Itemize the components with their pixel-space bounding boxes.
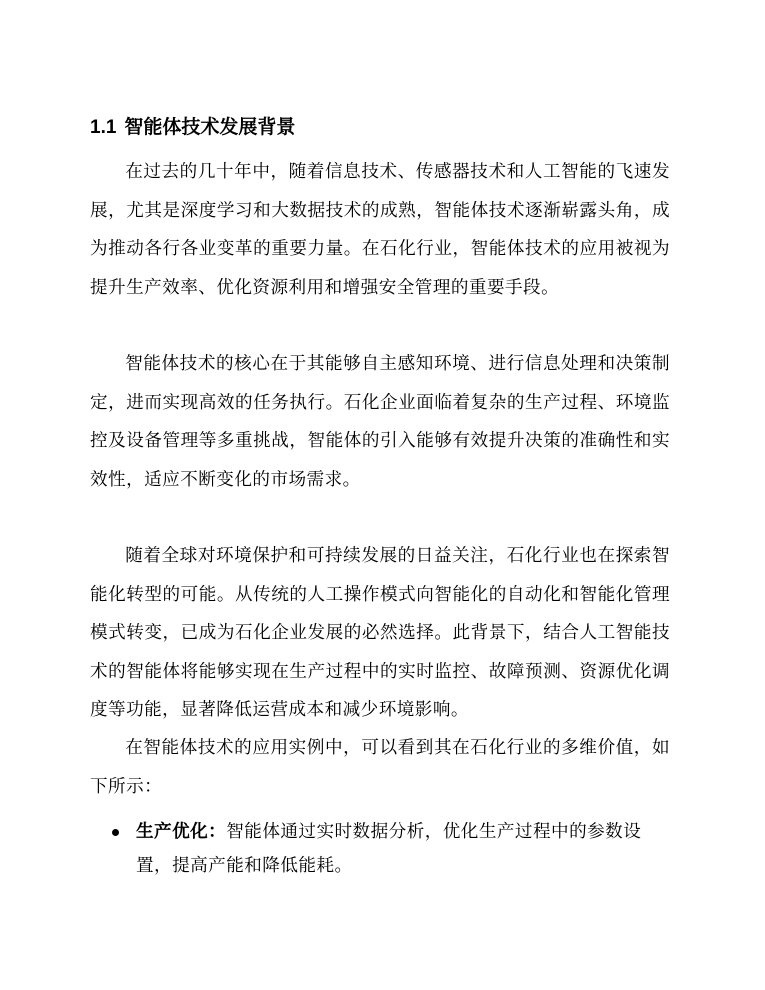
paragraph-2: 智能体技术的核心在于其能够自主感知环境、进行信息处理和决策制定，进而实现高效的任务执行。石化企业面临着复杂的生产过程、环境监控及设备管理等多重挑战，智能体的引入能够有效提升决策的准确性和实效性，适应不断变化的市场需求。 [90,354,670,490]
bullet-term: 生产优化： [136,822,227,842]
paragraph-1: 在过去的几十年中，随着信息技术、传感器技术和人工智能的飞速发展，尤其是深度学习和大数据技术的成熟，智能体技术逐渐崭露头角，成为推动各行各业变革的重要力量。在石化行业，智能体技术的应用被视为提升生产效率、优化资源利用和增强安全管理的重要手段。 [90,162,670,298]
bullet-text: 智能体通过实时数据分析，优化生产过程中的参数设置，提高产能和降低能耗。 [136,822,642,876]
paragraph-3: 随着全球对环境保护和可持续发展的日益关注，石化行业也在探索智能化转型的可能。从传统的人工操作模式向智能化的自动化和智能化管理模式转变，已成为石化企业发展的必然选择。此背景下，结合人工智能技术的智能体将能够实现在生产过程中的实时监控、故障预测、资源优化调度等功能，显著降低运营成本和减少环境影响。 [90,546,670,720]
section-number: 1.1 [90,117,117,138]
paragraph-4: 在智能体技术的应用实例中，可以看到其在石化行业的多维价值，如下所示： [90,738,670,797]
section-title: 智能体技术发展背景 [124,116,296,138]
list-item [90,815,670,883]
section-heading [90,113,690,142]
bullet-icon [112,829,119,836]
value-list [90,815,670,883]
